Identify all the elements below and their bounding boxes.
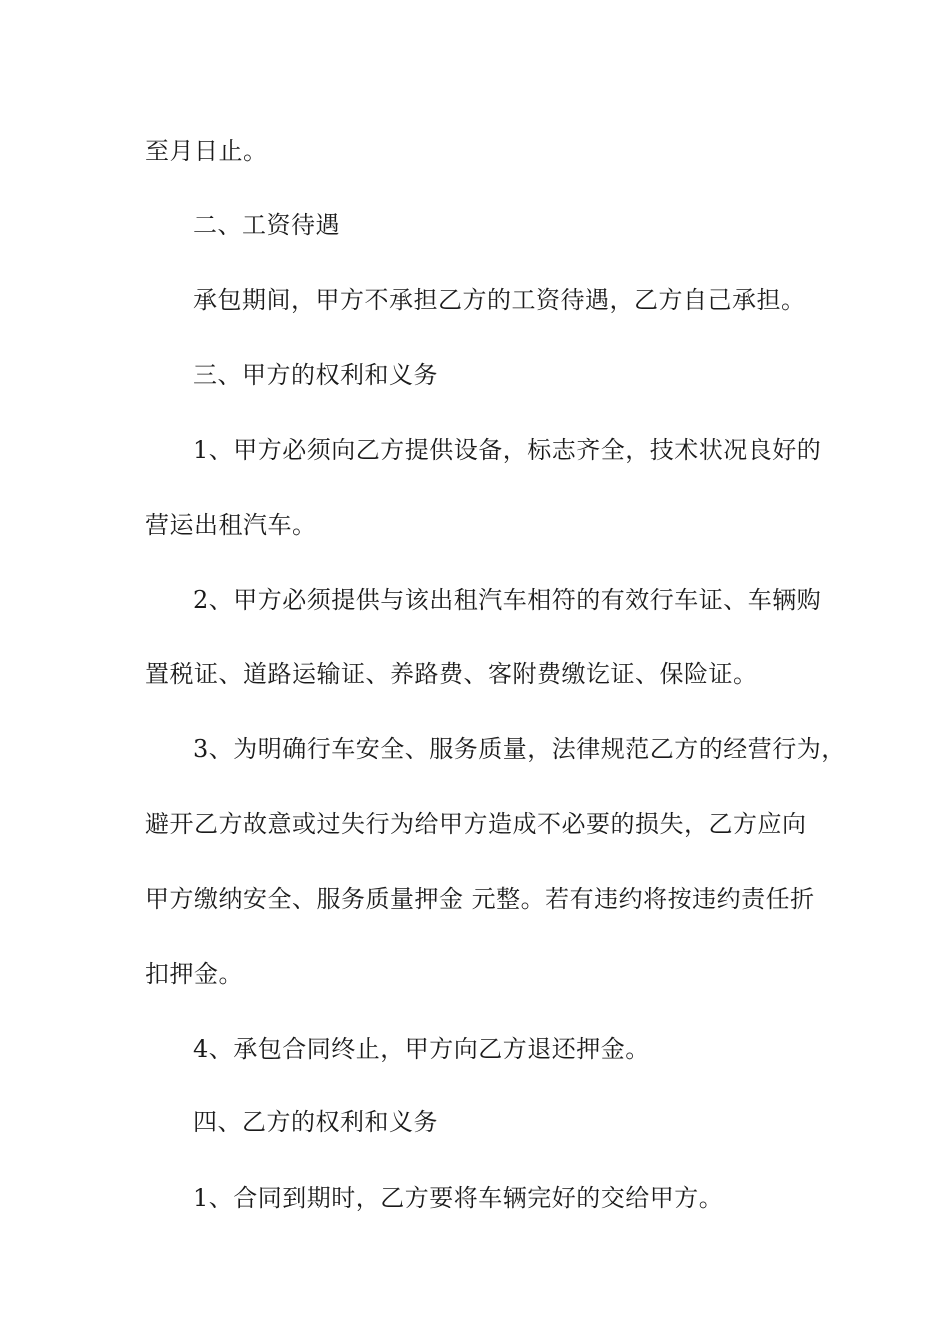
section-heading: 三、甲方的权利和义务 bbox=[193, 361, 438, 389]
paragraph-line: 3、为明确行车安全、服务质量，法律规范乙方的经营行为， bbox=[193, 735, 846, 763]
paragraph-line: 置税证、道路运输证、养路费、客附费缴讫证、保险证。 bbox=[145, 660, 758, 688]
paragraph-line: 扣押金。 bbox=[145, 960, 243, 988]
paragraph-line: 2、甲方必须提供与该出租汽车相符的有效行车证、车辆购 bbox=[193, 586, 822, 614]
section-heading: 四、乙方的权利和义务 bbox=[193, 1108, 438, 1136]
paragraph-line: 承包期间，甲方不承担乙方的工资待遇，乙方自己承担。 bbox=[193, 286, 806, 314]
paragraph-line: 4、承包合同终止，甲方向乙方退还押金。 bbox=[193, 1035, 650, 1063]
section-heading: 二、工资待遇 bbox=[193, 211, 340, 239]
paragraph-line: 1、合同到期时，乙方要将车辆完好的交给甲方。 bbox=[193, 1184, 724, 1212]
paragraph-line: 甲方缴纳安全、服务质量押金 元整。若有违约将按违约责任折 bbox=[145, 885, 815, 913]
paragraph-line: 营运出租汽车。 bbox=[145, 511, 317, 539]
paragraph-line: 1、甲方必须向乙方提供设备，标志齐全，技术状况良好的 bbox=[193, 436, 822, 464]
paragraph-line: 至月日止。 bbox=[145, 137, 268, 165]
paragraph-line: 避开乙方故意或过失行为给甲方造成不必要的损失，乙方应向 bbox=[145, 810, 807, 838]
